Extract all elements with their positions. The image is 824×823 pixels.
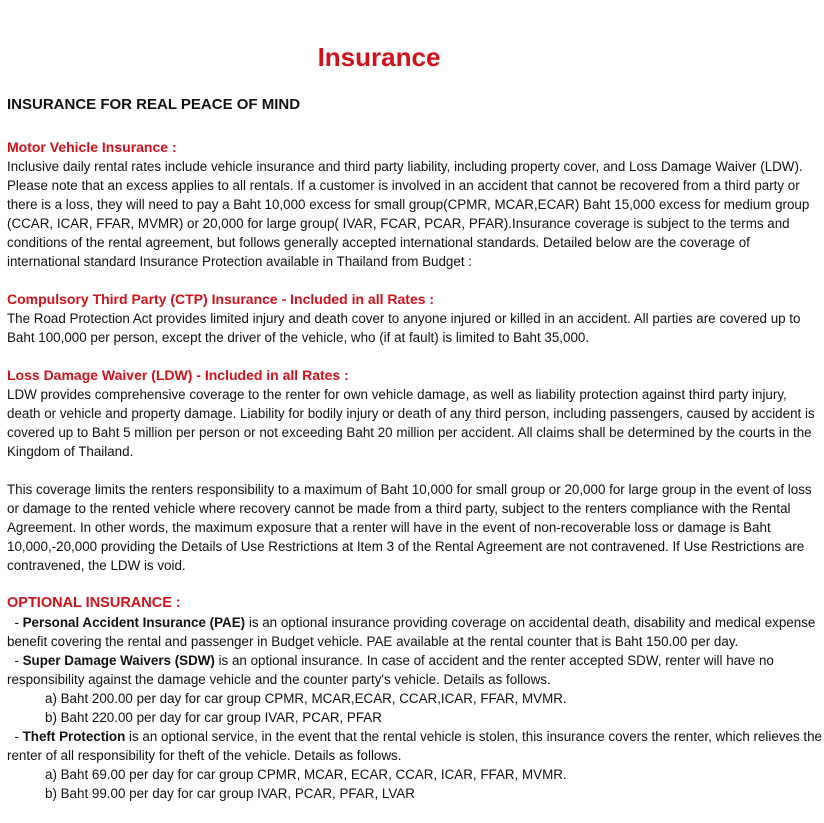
section-paragraph-motor-vehicle: Inclusive daily rental rates include vehicle insurance and third party liability, including property cover, and Loss Damage Waiver (LDW). Please note that an excess applies to all rentals. If a customer is involved in an accident that cannot be recovered from a third party or there is a loss, they will need to pay a Baht 10,000 excess for small group(CPMR, MCAR,ECAR) Baht 15,000 excess for medium group (CCAR, ICAR, FFAR, MVMR) or 20,000 for large group( IVAR, FCAR, PCAR, PFAR).Insurance coverage is subject to the terms and conditions of the rental agreement, but follows generally accepted international standards. Detailed below are the coverage of international standard Insurance Protection available in Thailand from Budget :: [7, 159, 810, 269]
bullet-dash: -: [7, 615, 23, 630]
optional-item-pae-name: Personal Accident Insurance (PAE): [22, 615, 246, 630]
section-heading-motor-vehicle: Motor Vehicle Insurance :: [7, 139, 177, 155]
section-paragraph-ctp: The Road Protection Act provides limited injury and death cover to anyone injured or killed in an accident. All parties are covered up to Baht 100,000 per person, except the driver of the vehicle, who (if at fault) is limited to Baht 35,000.: [7, 311, 801, 345]
optional-item-sdw: [7, 651, 822, 689]
bullet-dash: -: [7, 729, 23, 744]
optional-item-theft: [7, 727, 822, 765]
insurance-content: [7, 138, 822, 803]
section-heading-ctp: Compulsory Third Party (CTP) Insurance - Included in all Rates :: [7, 291, 435, 307]
theft-rate-a: a) Baht 69.00 per day for car group CPMR, MCAR, ECAR, CCAR, ICAR, FFAR, MVMR.: [45, 767, 567, 782]
optional-item-pae-text: is an optional insurance providing coverage on accidental death, disability and medical expense benefit covering the rental and passenger in Budget vehicle. PAE available at the rental counter that is Baht 150.00 per day.: [7, 615, 816, 649]
optional-item-sdw-text: is an optional insurance. In case of accident and the renter accepted SDW, renter will have no responsibility against the damage vehicle and the counter party's vehicle. Details as follows.: [7, 653, 774, 687]
section-paragraph-ldw-2: This coverage limits the renters responsibility to a maximum of Baht 10,000 for small group or 20,000 for large group in the event of loss or damage to the rented vehicle where recovery cannot be made from a third party, subject to the renters compliance with the Rental Agreement. In other words, the maximum exposure that a renter will have in the event of non-recoverable loss or damage is Baht 10,000,-20,000 providing the Details of Use Restrictions at Item 3 of the Rental Agreement are not contravened. If Use Restrictions are contravened, the LDW is void.: [7, 482, 812, 573]
page-headline: INSURANCE FOR REAL PEACE OF MIND: [7, 96, 301, 113]
page-title: Insurance: [317, 42, 441, 72]
optional-item-pae: [7, 613, 822, 651]
optional-insurance-heading: OPTIONAL INSURANCE :: [7, 595, 181, 611]
section-heading-ldw: Loss Damage Waiver (LDW) - Included in all Rates :: [7, 367, 349, 383]
section-paragraph-ldw-1: LDW provides comprehensive coverage to the renter for own vehicle damage, as well as liability protection against third party injury, death or vehicle and property damage. Liability for bodily injury or death of any third person, including passengers, caused by accident is covered up to Baht 5 million per person or not exceeding Baht 20 million per accident. All claims shall be determined by the courts in the Kingdom of Thailand.: [7, 387, 815, 459]
theft-rate-b: b) Baht 99.00 per day for car group IVAR, PCAR, PFAR, LVAR: [45, 786, 415, 801]
optional-item-theft-text: is an optional service, in the event that the rental vehicle is stolen, this insurance covers the renter, which relieves the renter of all responsibility for theft of the vehicle. Details as follows.: [7, 729, 822, 763]
optional-item-sdw-name: Super Damage Waivers (SDW): [22, 653, 215, 668]
bullet-dash: -: [7, 653, 23, 668]
sdw-rate-b: b) Baht 220.00 per day for car group IVAR, PCAR, PFAR: [45, 710, 382, 725]
sdw-rate-a: a) Baht 200.00 per day for car group CPMR, MCAR,ECAR, CCAR,ICAR, FFAR, MVMR.: [45, 691, 567, 706]
optional-item-theft-name: Theft Protection: [22, 729, 126, 744]
